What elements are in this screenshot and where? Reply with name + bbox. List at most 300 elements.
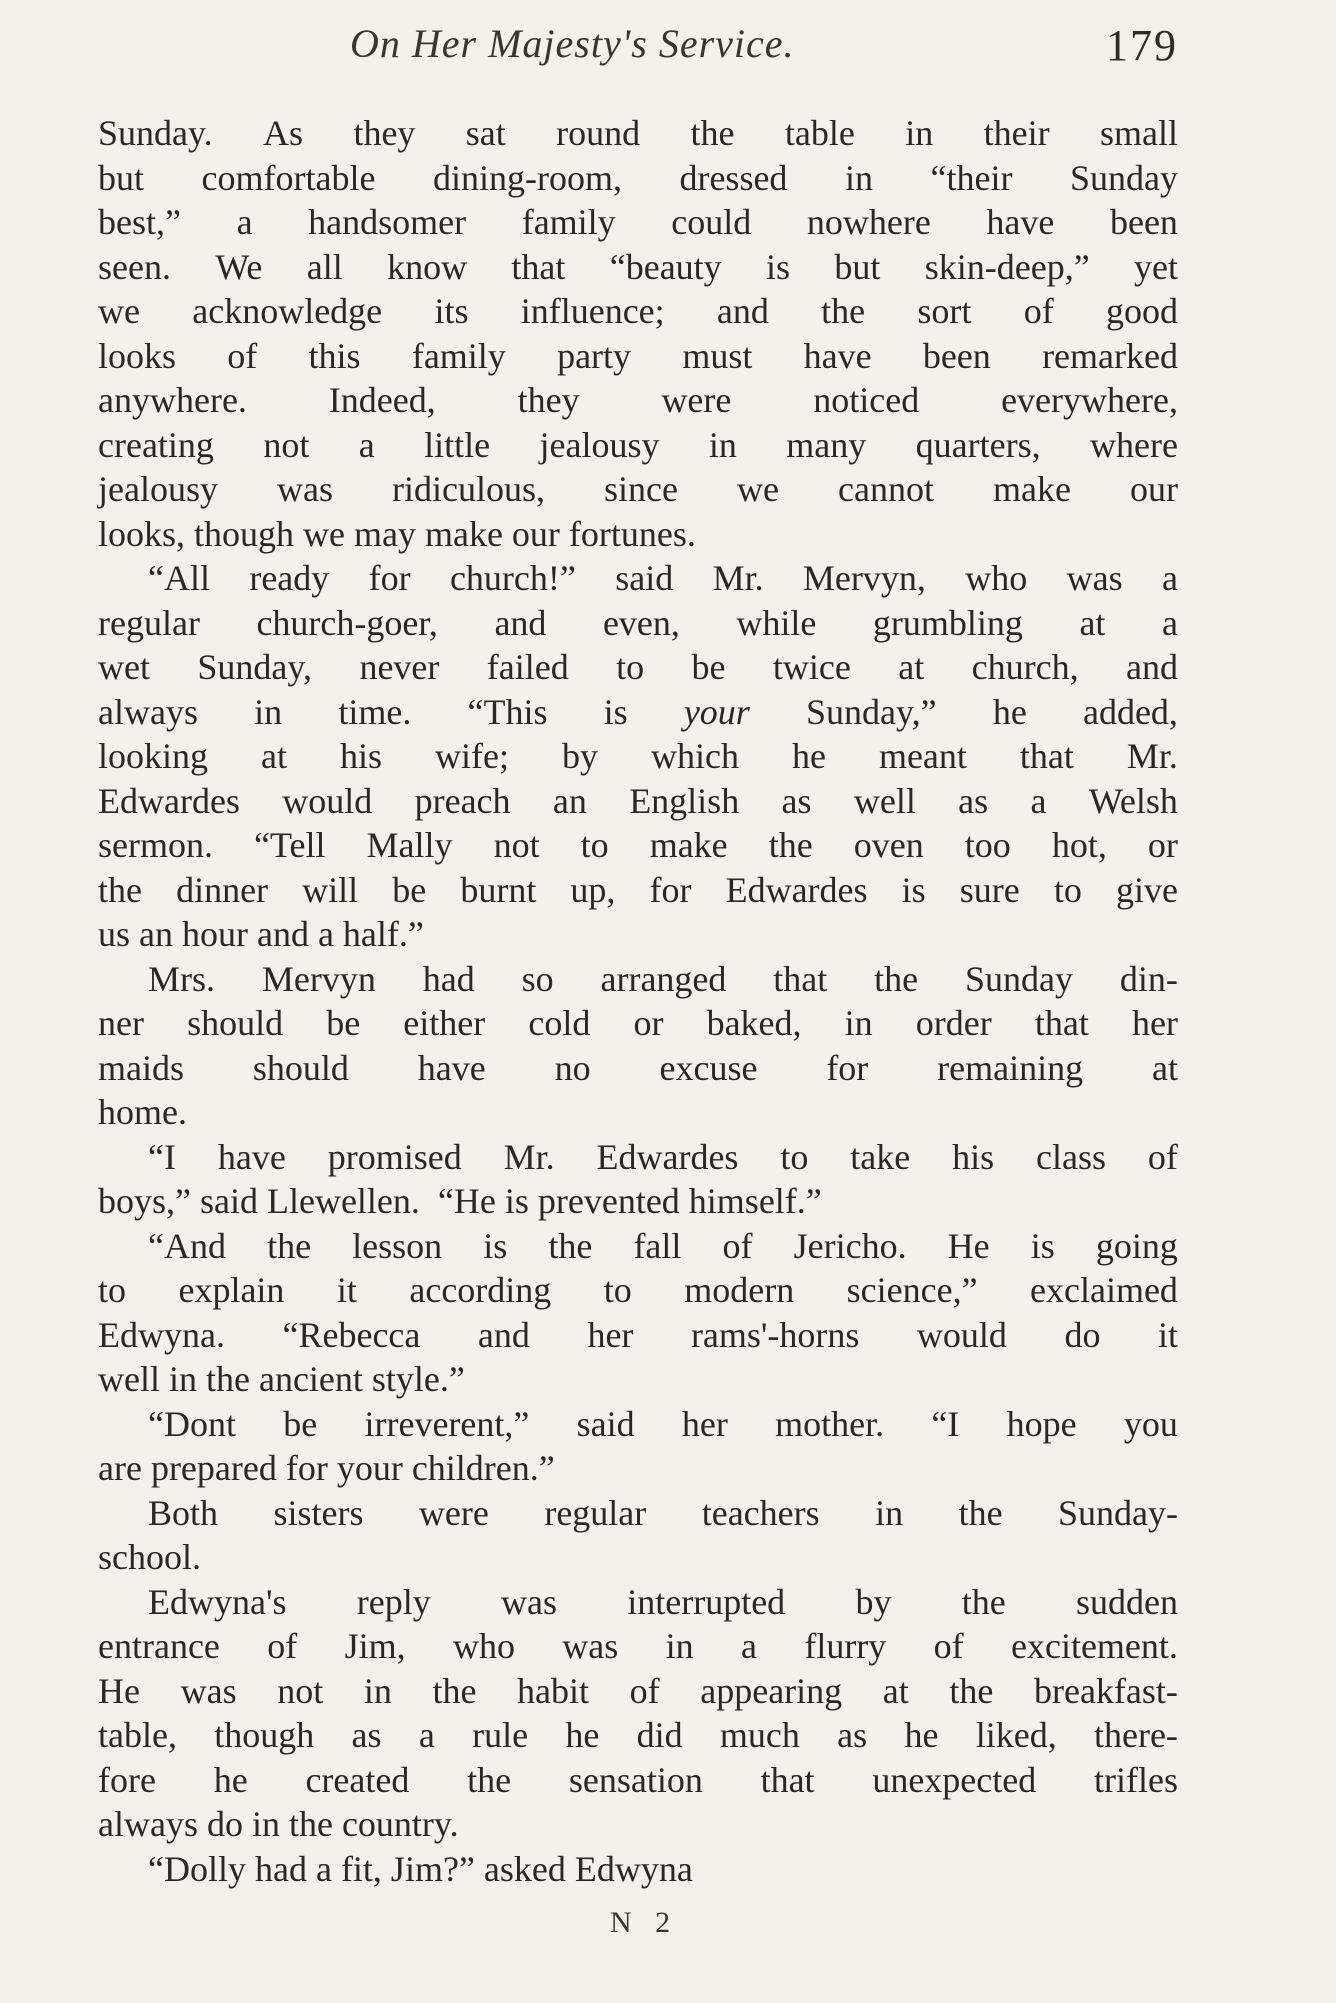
word: appearing	[700, 1670, 843, 1711]
word: quarters,	[915, 424, 1041, 465]
text-line	[98, 1446, 1178, 1491]
word: rams'-horns	[690, 1314, 860, 1355]
word: preach	[414, 780, 511, 821]
word: in	[254, 691, 283, 732]
word: many	[786, 424, 867, 465]
word: jealousy	[539, 424, 660, 465]
word: anywhere.	[98, 380, 247, 420]
word: Mr.	[712, 558, 764, 598]
word: Both	[148, 1492, 219, 1533]
word: jealousy	[98, 469, 218, 509]
word: and	[1125, 647, 1178, 687]
word: but	[834, 246, 881, 287]
word: acknowledge	[192, 291, 383, 331]
text-line	[98, 1268, 1178, 1313]
word: since	[604, 469, 678, 509]
word: her	[681, 1403, 728, 1444]
line-text: always do in the country.	[98, 1804, 459, 1844]
word: as	[781, 780, 812, 821]
word: the	[267, 1225, 312, 1266]
word: who	[452, 1626, 515, 1666]
word: that	[1019, 736, 1074, 776]
word: church-goer,	[256, 602, 438, 643]
line-text: looks, though we may make our fortunes.	[98, 513, 696, 554]
word: it	[1157, 1314, 1178, 1355]
text-line	[98, 690, 1178, 735]
word: mother.	[775, 1403, 885, 1444]
word: “Dont	[148, 1403, 236, 1444]
word: have	[803, 335, 872, 376]
word: have	[217, 1136, 286, 1177]
word: “I	[148, 1136, 176, 1177]
word: in	[363, 1670, 392, 1711]
word: make	[992, 469, 1071, 509]
word: cannot	[838, 469, 934, 509]
word: though	[214, 1715, 315, 1755]
word: dressed	[679, 157, 788, 198]
text-line	[98, 1046, 1178, 1091]
word: as	[351, 1715, 382, 1755]
word: that	[511, 246, 566, 287]
word: we	[737, 469, 779, 509]
word: a	[741, 1626, 757, 1666]
word: do	[1064, 1314, 1101, 1355]
word: up,	[570, 869, 616, 910]
word: the	[961, 1581, 1006, 1622]
word: no	[554, 1047, 591, 1088]
word: Edwardes	[596, 1136, 739, 1177]
word: our	[1129, 469, 1178, 509]
word: good	[1105, 291, 1178, 331]
text-line	[98, 779, 1178, 824]
word: remaining	[937, 1047, 1084, 1088]
word: in	[844, 157, 873, 198]
word: fall	[633, 1225, 682, 1266]
text-line	[98, 1491, 1178, 1536]
word: “I	[931, 1403, 960, 1444]
word: your	[683, 691, 750, 732]
text-line	[98, 467, 1178, 512]
word: round	[556, 113, 641, 153]
word: we	[98, 291, 140, 331]
word: the	[949, 1670, 994, 1711]
word: in	[665, 1626, 694, 1666]
text-line	[98, 1802, 1178, 1847]
word: that	[1034, 1003, 1089, 1043]
word: church,	[971, 647, 1079, 687]
word: regular	[98, 602, 200, 643]
word: were	[418, 1492, 489, 1533]
word: regular	[544, 1492, 647, 1533]
word: rule	[472, 1715, 529, 1755]
word: order	[915, 1003, 992, 1043]
word: did	[636, 1715, 683, 1755]
word: oven	[853, 825, 924, 865]
word: they	[517, 380, 580, 420]
word: always	[98, 691, 198, 732]
word: was	[562, 1626, 619, 1666]
word: was	[1066, 558, 1123, 598]
word: Sunday	[1069, 157, 1178, 198]
word: at	[1079, 602, 1106, 643]
word: seen.	[98, 246, 171, 287]
text-line	[98, 334, 1178, 379]
word: creating	[98, 424, 214, 465]
word: will	[302, 869, 359, 910]
text-line	[98, 1669, 1178, 1714]
word: comfortable	[201, 157, 376, 198]
word: interrupted	[627, 1581, 786, 1622]
word: a	[236, 202, 253, 242]
word: should	[252, 1047, 349, 1088]
word: been	[1109, 202, 1178, 242]
word: he	[791, 736, 826, 776]
text-line	[98, 1847, 1178, 1892]
text-line	[98, 512, 1178, 557]
word: baked,	[706, 1003, 802, 1043]
word: lesson	[352, 1225, 443, 1266]
word: or	[1147, 825, 1178, 865]
word: of	[1147, 1136, 1178, 1177]
text-line	[98, 1179, 1178, 1224]
word: liked,	[975, 1715, 1057, 1755]
word: dining-room,	[432, 157, 622, 198]
word: at	[1152, 1047, 1178, 1088]
word: would	[916, 1314, 1007, 1355]
word: of	[629, 1670, 660, 1711]
word: had	[422, 958, 475, 999]
word: ner	[98, 1003, 144, 1043]
word: added,	[1082, 691, 1178, 732]
text-line	[98, 1135, 1178, 1180]
word: have	[986, 202, 1055, 242]
text-line	[98, 1357, 1178, 1402]
word: have	[417, 1047, 486, 1088]
word: her	[587, 1314, 634, 1355]
page-header	[98, 20, 1178, 80]
word: they	[353, 113, 416, 153]
word: of	[933, 1626, 964, 1666]
word: Mervyn,	[802, 558, 926, 598]
word: the	[874, 958, 919, 999]
text-line	[98, 1713, 1178, 1758]
word: Sunday	[965, 958, 1074, 999]
word: We	[215, 246, 263, 287]
word: is	[1030, 1225, 1055, 1266]
signature-mark: N 2	[610, 1906, 679, 1939]
word: that	[773, 958, 828, 999]
line-text: are prepared for your children.”	[98, 1448, 555, 1488]
text-line	[98, 1535, 1178, 1580]
word: or	[633, 1003, 664, 1043]
word: you	[1123, 1403, 1178, 1444]
word: “And	[148, 1225, 226, 1266]
word: sat	[465, 113, 506, 153]
word: din-	[1119, 958, 1178, 999]
text-line	[98, 601, 1178, 646]
word: their	[983, 113, 1050, 153]
word: sermon.	[98, 825, 213, 865]
word: a	[358, 424, 375, 465]
word: he	[565, 1715, 600, 1755]
word: but	[98, 157, 145, 198]
word: to	[1053, 869, 1082, 910]
word: he	[904, 1715, 939, 1755]
word: of	[267, 1626, 298, 1666]
word: to	[780, 1136, 809, 1177]
text-line	[98, 1758, 1178, 1803]
word: wife;	[435, 736, 509, 776]
word: Mr.	[1126, 736, 1178, 776]
word: sensation	[568, 1759, 703, 1800]
word: either	[403, 1003, 486, 1043]
word: to	[603, 1270, 632, 1310]
text-line	[98, 1624, 1178, 1669]
word: failed	[486, 647, 569, 687]
word: so	[521, 958, 554, 999]
text-line	[98, 289, 1178, 334]
word: “beauty	[609, 246, 722, 287]
word: excuse	[659, 1047, 758, 1088]
line-text: boys,” said Llewellen. “He is prevented himself.”	[98, 1181, 822, 1221]
word: too	[964, 825, 1011, 865]
word: in	[875, 1492, 904, 1533]
word: of	[227, 335, 258, 376]
word: ready	[249, 558, 330, 598]
word: be	[691, 647, 726, 687]
text-line	[98, 868, 1178, 913]
word: not	[493, 825, 540, 865]
word: is	[766, 246, 791, 287]
word: at	[882, 1670, 909, 1711]
word: habit	[517, 1670, 590, 1711]
word: an	[552, 780, 587, 821]
word: was	[277, 469, 333, 509]
word: to	[580, 825, 609, 865]
word: not	[263, 424, 310, 465]
word: church!”	[449, 558, 576, 598]
word: He	[947, 1225, 990, 1266]
word: is	[901, 869, 926, 910]
running-title: On Her Majesty's Service.	[350, 21, 795, 66]
word: well	[853, 780, 916, 821]
text-line	[98, 423, 1178, 468]
text-line	[98, 1224, 1178, 1269]
word: remarked	[1042, 335, 1178, 376]
word: science,”	[846, 1270, 978, 1310]
word: sort	[917, 291, 972, 331]
word: skin-deep,”	[924, 246, 1090, 287]
word: Sunday.	[98, 113, 213, 153]
line-text: “Dolly had a fit, Jim?” asked Edwyna	[148, 1848, 693, 1889]
text-line	[98, 1402, 1178, 1447]
word: nowhere	[806, 202, 931, 242]
word: table	[784, 113, 855, 153]
word: handsomer	[308, 202, 467, 242]
line-text: school.	[98, 1537, 201, 1577]
word: sure	[959, 869, 1020, 910]
word: make	[649, 825, 728, 865]
word: ridiculous,	[392, 469, 545, 509]
word: looks	[98, 335, 177, 376]
word: best,”	[98, 202, 181, 242]
word: meant	[878, 736, 967, 776]
word: a	[1161, 602, 1178, 643]
word: party	[557, 335, 632, 376]
word: the	[690, 113, 735, 153]
word: entrance	[98, 1626, 220, 1666]
word: should	[187, 1003, 284, 1043]
word: promised	[327, 1136, 462, 1177]
word: as	[958, 780, 989, 821]
word: for	[826, 1047, 869, 1088]
word: Edwardes	[725, 869, 868, 910]
word: a	[1161, 558, 1178, 598]
word: fore	[98, 1759, 156, 1800]
word: and	[494, 602, 547, 643]
word: would	[282, 780, 373, 821]
word: that	[760, 1759, 815, 1800]
word: sisters	[273, 1492, 364, 1533]
text-line	[98, 1001, 1178, 1046]
word: Edwardes	[98, 780, 240, 821]
word: in	[708, 424, 737, 465]
word: much	[719, 1715, 800, 1755]
text-line	[98, 1313, 1178, 1358]
word: English	[629, 780, 740, 821]
word: not	[277, 1670, 324, 1711]
word: could	[671, 202, 752, 242]
word: the	[548, 1225, 593, 1266]
word: hot,	[1051, 825, 1107, 865]
word: of	[722, 1225, 753, 1266]
word: yet	[1134, 246, 1178, 287]
word: the	[467, 1759, 512, 1800]
word: it	[336, 1270, 357, 1310]
word: flurry	[804, 1626, 887, 1666]
word: by	[561, 736, 598, 776]
word: arranged	[600, 958, 727, 999]
word: never	[359, 647, 440, 687]
word: noticed	[813, 380, 920, 420]
word: family	[411, 335, 506, 376]
text-line	[98, 245, 1178, 290]
word: to	[616, 647, 645, 687]
text-line	[98, 556, 1178, 601]
word: the	[768, 825, 813, 865]
word: be	[283, 1403, 318, 1444]
word: were	[661, 380, 732, 420]
text-line	[98, 957, 1178, 1002]
word: by	[855, 1581, 892, 1622]
text-line	[98, 1090, 1178, 1135]
word: Sunday,”	[806, 691, 937, 732]
word: Sunday,	[197, 647, 313, 687]
word: according	[409, 1270, 552, 1310]
word: take	[850, 1136, 911, 1177]
word: be	[392, 869, 427, 910]
word: Mally	[366, 825, 453, 865]
word: was	[500, 1581, 557, 1622]
word: He	[98, 1670, 140, 1711]
word: trifles	[1093, 1759, 1178, 1800]
word: looking	[98, 736, 209, 776]
word: is	[603, 691, 628, 732]
word: Edwyna.	[98, 1314, 225, 1355]
word: irreverent,”	[364, 1403, 530, 1444]
word: the	[958, 1492, 1003, 1533]
word: As	[263, 113, 304, 153]
word: his	[340, 736, 383, 776]
word: said	[576, 1403, 635, 1444]
word: to	[98, 1270, 127, 1310]
line-text: us an hour and a half.”	[98, 914, 424, 954]
word: sudden	[1075, 1581, 1178, 1622]
word: while	[736, 602, 817, 643]
word: know	[387, 246, 468, 287]
word: explain	[178, 1270, 285, 1310]
text-line	[98, 1580, 1178, 1625]
word: at	[898, 647, 925, 687]
word: was	[180, 1670, 237, 1711]
text-line	[98, 111, 1178, 156]
word: of	[1023, 291, 1054, 331]
word: family	[521, 202, 616, 242]
word: Mr.	[503, 1136, 555, 1177]
word: in	[844, 1003, 873, 1043]
word: her	[1131, 1003, 1178, 1043]
word: time.	[338, 691, 412, 732]
word: small	[1100, 113, 1178, 153]
word: Jericho.	[793, 1225, 907, 1266]
word: “Tell	[254, 825, 326, 865]
word: for	[368, 558, 411, 598]
text-line	[98, 645, 1178, 690]
word: going	[1095, 1225, 1178, 1266]
word: teachers	[701, 1492, 820, 1533]
word: must	[682, 335, 753, 376]
word: class	[1036, 1136, 1106, 1177]
text-line	[98, 200, 1178, 245]
word: “their	[930, 157, 1013, 198]
word: hope	[1006, 1403, 1077, 1444]
word: its	[434, 291, 469, 331]
word: cold	[528, 1003, 591, 1043]
word: everywhere,	[1001, 380, 1178, 420]
word: give	[1115, 869, 1178, 910]
word: he	[992, 691, 1027, 732]
word: said	[615, 558, 674, 598]
word: “Rebecca	[282, 1314, 421, 1355]
word: even,	[602, 602, 680, 643]
text-line	[98, 912, 1178, 957]
word: there-	[1093, 1715, 1178, 1755]
text-line	[98, 823, 1178, 868]
word: at	[261, 736, 287, 776]
word: which	[650, 736, 739, 776]
line-text: home.	[98, 1092, 187, 1132]
word: influence;	[520, 291, 665, 331]
word: he	[213, 1759, 248, 1800]
word: the	[432, 1670, 477, 1711]
word: burnt	[460, 869, 537, 910]
word: modern	[684, 1270, 795, 1310]
word: a	[1030, 780, 1047, 821]
word: the	[821, 291, 866, 331]
page-number: 179	[1106, 21, 1178, 70]
word: exclaimed	[1030, 1270, 1178, 1310]
word: for	[649, 869, 692, 910]
